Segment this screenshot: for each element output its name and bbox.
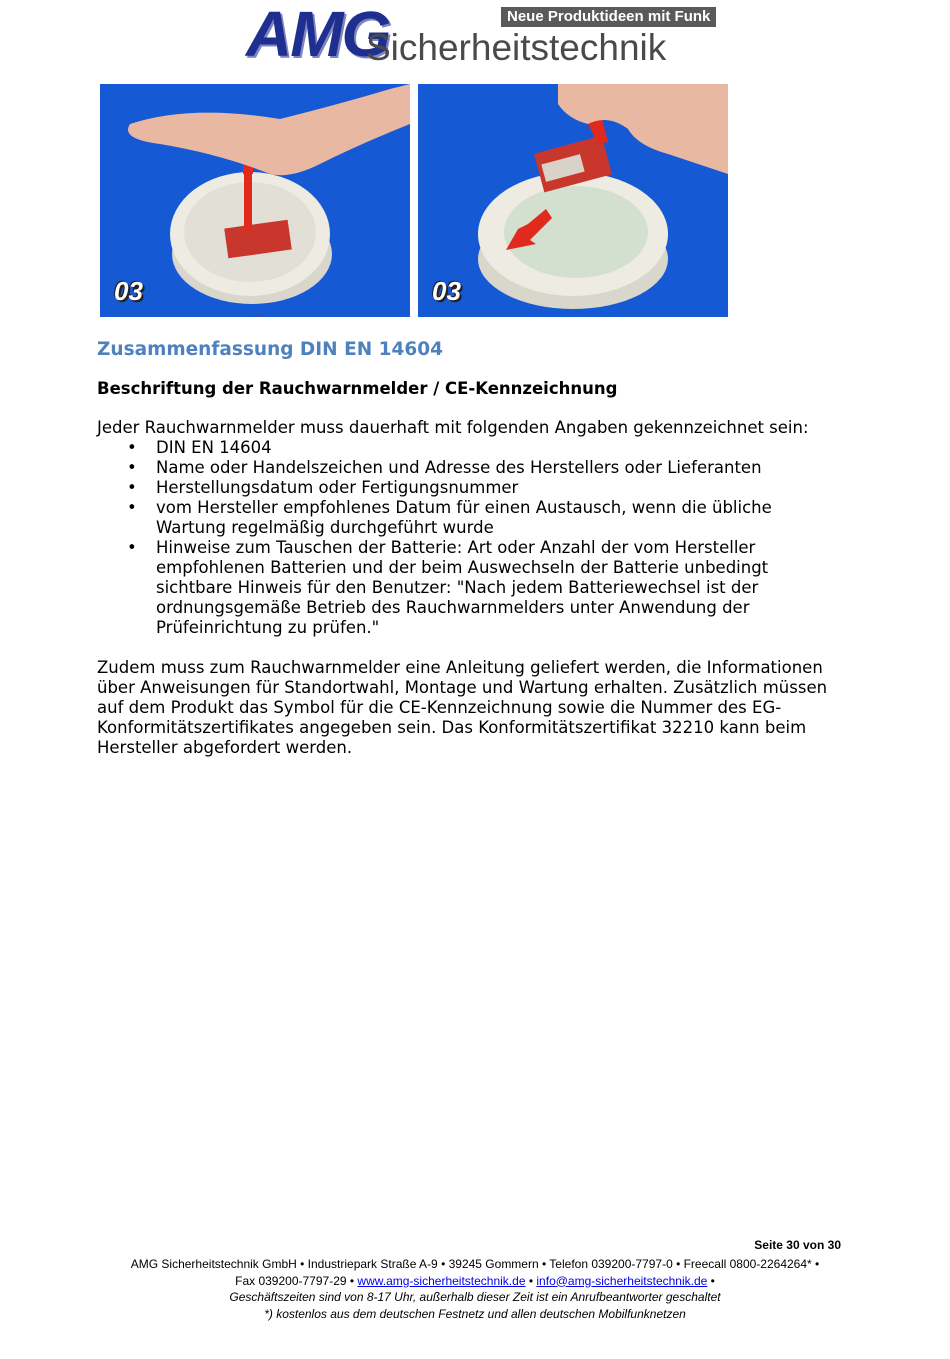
intro-paragraph: Jeder Rauchwarnmelder muss dauerhaft mit folgenden Angaben gekennzeichnet sein: <box>97 418 809 437</box>
paragraph-line: Hersteller abgefordert werden. <box>97 738 353 757</box>
list-item: • Hinweise zum Tauschen der Batterie: Art oder Anzahl der vom Hersteller empfohlenen Batterien und der beim Auswechseln der Batterie unbedingt sichtbare Hinweis für den Benutzer: "Nach jedem Batteriewechsel ist der ordnungsgemäße Betrieb des Rauchwarnmelders unter Anwendung der Prüfeinrichtung zu prüfen." <box>97 538 847 638</box>
footer-freecall-note: *) kostenlos aus dem deutschen Festnetz und allen deutschen Mobilfunknetzen <box>264 1306 686 1321</box>
list-item: • Name oder Handelszeichen und Adresse des Herstellers oder Lieferanten <box>127 458 762 477</box>
footer-separator: • <box>710 1273 715 1288</box>
footer-contact-line <box>60 1273 890 1290</box>
footer-separator: • <box>528 1273 534 1288</box>
list-item-line: empfohlenen Batterien und der beim Auswechseln der Batterie unbedingt <box>156 558 769 577</box>
footer-business-hours: Geschäftszeiten sind von 8-17 Uhr, außerhalb dieser Zeit ist ein Anrufbeantworter geschaltet <box>229 1290 721 1304</box>
photo-step-label: 03 <box>114 276 143 306</box>
closing-paragraph <box>97 658 847 758</box>
smoke-detector-illustration-1 <box>100 84 410 317</box>
photo-battery-removal-2 <box>418 84 728 317</box>
email-link[interactable]: info@amg-sicherheitstechnik.de <box>536 1273 708 1288</box>
paragraph-line: auf dem Produkt das Symbol für die CE-Kennzeichnung sowie die Nummer des EG- <box>97 698 782 717</box>
footer <box>60 1256 890 1322</box>
logo-subtitle: Sicherheitstechnik <box>366 27 667 68</box>
logo-amg-text: AMG <box>246 0 390 70</box>
list-item-line: Herstellungsdatum oder Fertigungsnummer <box>156 478 519 497</box>
paragraph-line: über Anweisungen für Standortwahl, Montage und Wartung erhalten. Zusätzlich müssen <box>97 678 828 697</box>
list-item-line: DIN EN 14604 <box>156 438 272 457</box>
smoke-detector-illustration-2 <box>418 84 728 317</box>
list-item-line: vom Hersteller empfohlenes Datum für einen Austausch, wenn die übliche <box>156 498 772 517</box>
page-number: Seite 30 von 30 <box>754 1238 841 1252</box>
photo-step-label: 03 <box>432 276 461 306</box>
list-item: • DIN EN 14604 <box>127 438 272 457</box>
list-item: • Herstellungsdatum oder Fertigungsnummer <box>127 478 519 497</box>
sub-title: Beschriftung der Rauchwarnmelder / CE-Kennzeichnung <box>97 379 618 398</box>
website-link[interactable]: www.amg-sicherheitstechnik.de <box>357 1273 526 1288</box>
section-title: Zusammenfassung DIN EN 14604 <box>97 339 444 360</box>
list-item-line: ordnungsgemäße Betrieb des Rauchwarnmelders unter Anwendung der <box>156 598 750 617</box>
company-logo <box>246 2 716 68</box>
list-item: • vom Hersteller empfohlenes Datum für einen Austausch, wenn die übliche Wartung regelmäßig durchgeführt wurde <box>97 498 847 538</box>
list-item-line: Prüfeinrichtung zu prüfen." <box>156 618 380 637</box>
requirements-list <box>97 438 847 638</box>
paragraph-line: Konformitätszertifikates angegeben sein. Das Konformitätszertifikat 32210 kann beim <box>97 718 807 737</box>
document-body <box>97 338 847 758</box>
list-item-line: sichtbare Hinweis für den Benutzer: "Nach jedem Batteriewechsel ist der <box>156 578 759 597</box>
footer-fax: Fax 039200-7797-29 • <box>235 1273 355 1288</box>
logo-tagline: Neue Produktideen mit Funk <box>501 7 716 27</box>
photo-battery-removal-1 <box>100 84 410 317</box>
list-item-line: Hinweise zum Tauschen der Batterie: Art oder Anzahl der vom Hersteller <box>156 538 756 557</box>
list-item-line: Wartung regelmäßig durchgeführt wurde <box>156 518 494 537</box>
footer-address-line: AMG Sicherheitstechnik GmbH • Industriepark Straße A-9 • 39245 Gommern • Telefon 039200-7797-0 • Freecall 0800-2264264* • <box>130 1257 820 1271</box>
paragraph-line: Zudem muss zum Rauchwarnmelder eine Anleitung geliefert werden, die Informationen <box>97 658 823 677</box>
list-item-line: Name oder Handelszeichen und Adresse des Herstellers oder Lieferanten <box>156 458 762 477</box>
